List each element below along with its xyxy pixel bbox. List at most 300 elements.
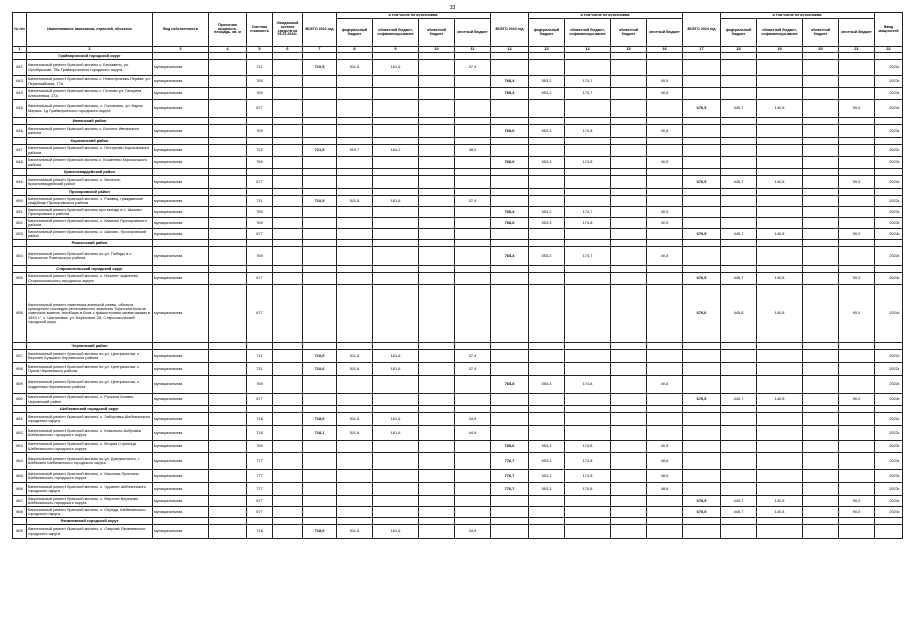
federal-2022: 511,5	[337, 60, 373, 76]
regional-2022	[419, 441, 455, 453]
federal-2024	[721, 525, 757, 539]
estimate-cost: 722	[247, 145, 273, 157]
cofin-2023	[565, 285, 611, 343]
cofin-2022: 164,2	[373, 145, 419, 157]
total-2023: 768,6	[491, 441, 529, 453]
empty-cell	[757, 53, 803, 60]
column-number: 2	[27, 47, 153, 53]
cofin-2024: 140,8	[757, 394, 803, 406]
remaining-cell	[273, 76, 303, 88]
empty-cell	[455, 189, 491, 196]
commission-year	[875, 525, 903, 539]
total-2023	[491, 350, 529, 363]
commission-year: 2022г.	[875, 196, 903, 207]
capacity-cell	[209, 394, 247, 406]
row-number: 650	[13, 196, 27, 207]
total-2022: 721,9	[303, 145, 337, 157]
capacity-cell	[209, 441, 247, 453]
empty-cell	[419, 406, 455, 413]
remaining-cell	[273, 60, 303, 76]
federal-2024	[721, 76, 757, 88]
local-2024: 90,0	[839, 496, 875, 507]
cofin-2024: 140,8	[757, 176, 803, 189]
federal-2024	[721, 453, 757, 470]
remaining-cell	[273, 218, 303, 229]
regional-2024	[803, 496, 839, 507]
cofin-2024	[757, 441, 803, 453]
federal-2024	[721, 413, 757, 426]
federal-2024	[721, 88, 757, 100]
federal-2023: 553,3	[529, 218, 565, 229]
cofin-2023	[565, 176, 611, 189]
empty-cell	[647, 118, 683, 125]
row-number: 664	[13, 453, 27, 470]
local-2024	[839, 483, 875, 496]
local-2022: 44,9	[455, 525, 491, 539]
local-2022: 37,4	[455, 196, 491, 207]
local-2022	[455, 125, 491, 138]
row-number: 651	[13, 207, 27, 218]
table-row	[13, 207, 903, 218]
empty-cell	[373, 189, 419, 196]
empty-cell	[303, 118, 337, 125]
row-number: 647	[13, 145, 27, 157]
local-2024	[839, 218, 875, 229]
local-2022	[455, 441, 491, 453]
section-title: Корочанский район	[27, 138, 153, 145]
commission-year: 2022г.	[875, 363, 903, 376]
empty-cell	[419, 343, 455, 350]
empty-cell	[247, 169, 273, 176]
federal-2022	[337, 453, 373, 470]
total-2024	[683, 470, 721, 483]
regional-2024	[803, 196, 839, 207]
estimate-cost: 777	[247, 453, 273, 470]
regional-2022	[419, 88, 455, 100]
column-number: 14	[565, 47, 611, 53]
empty-cell	[839, 518, 875, 525]
empty-cell	[529, 240, 565, 247]
federal-2022	[337, 125, 373, 138]
local-2022	[455, 376, 491, 394]
federal-2024	[721, 363, 757, 376]
row-number: 645	[13, 100, 27, 118]
commission-year: 2024г.	[875, 273, 903, 285]
total-2023: 768,4	[491, 88, 529, 100]
regional-2024	[803, 376, 839, 394]
empty-cell	[721, 118, 757, 125]
object-name: Капитальный ремонт братской могилы, с. Чураево Шебекинского городского округа	[27, 483, 153, 496]
local-2023	[647, 426, 683, 441]
estimate-cost: 769	[247, 441, 273, 453]
total-2022	[303, 496, 337, 507]
row-number: 654	[13, 247, 27, 266]
empty-cell	[303, 138, 337, 145]
table-row	[13, 413, 903, 426]
regional-2022	[419, 483, 455, 496]
cofin-2024	[757, 247, 803, 266]
empty-cell	[337, 518, 373, 525]
federal-2023: 553,2	[529, 247, 565, 266]
total-2022	[303, 100, 337, 118]
regional-2024	[803, 218, 839, 229]
empty-cell	[565, 406, 611, 413]
empty-cell	[839, 169, 875, 176]
local-2023	[647, 525, 683, 539]
federal-2024	[721, 426, 757, 441]
regional-2022	[419, 273, 455, 285]
empty-cell	[209, 518, 247, 525]
object-name: Капитальный ремонт братской могилы, с. Середа, Шебекинского городского округа	[27, 507, 153, 518]
cofin-2023: 174,7	[565, 247, 611, 266]
federal-2023	[529, 273, 565, 285]
federal-2024	[721, 350, 757, 363]
ownership-type: муниципальная	[153, 176, 209, 189]
empty-cell	[803, 53, 839, 60]
regional-2022	[419, 247, 455, 266]
empty-cell	[839, 343, 875, 350]
regional-2024	[803, 157, 839, 169]
empty-cell	[647, 169, 683, 176]
empty-cell	[13, 53, 27, 60]
regional-2024	[803, 453, 839, 470]
empty-cell	[273, 518, 303, 525]
row-number: 648	[13, 157, 27, 169]
empty-cell	[757, 343, 803, 350]
local-2023	[647, 285, 683, 343]
remaining-cell	[273, 125, 303, 138]
estimate-cost: 769	[247, 157, 273, 169]
estimate-cost: 711	[247, 350, 273, 363]
remaining-cell	[273, 229, 303, 240]
empty-cell	[611, 118, 647, 125]
total-2022	[303, 273, 337, 285]
ownership-type: муниципальная	[153, 196, 209, 207]
regional-2023	[611, 100, 647, 118]
federal-2022	[337, 507, 373, 518]
empty-cell	[875, 240, 903, 247]
federal-2022: 511,6	[337, 363, 373, 376]
ownership-type: муниципальная	[153, 394, 209, 406]
commission-year: 2024г.	[875, 507, 903, 518]
regional-2023	[611, 176, 647, 189]
section-title: Ивнянский район	[27, 118, 153, 125]
table-row	[13, 483, 903, 496]
local-2022	[455, 273, 491, 285]
regional-2024	[803, 426, 839, 441]
cofin-2022	[373, 76, 419, 88]
total-2023	[491, 507, 529, 518]
empty-cell	[839, 53, 875, 60]
empty-cell	[491, 266, 529, 273]
row-number: 658	[13, 363, 27, 376]
table-row	[13, 247, 903, 266]
regional-2023	[611, 218, 647, 229]
empty-cell	[455, 138, 491, 145]
empty-cell	[303, 343, 337, 350]
remaining-cell	[273, 247, 303, 266]
empty-cell	[803, 169, 839, 176]
capacity-cell	[209, 525, 247, 539]
object-name: Капитальный ремонт братской могилы, с. Маслова Пристань Шебекинского городского округа	[27, 470, 153, 483]
remaining-cell	[273, 376, 303, 394]
empty-cell	[839, 138, 875, 145]
local-2024	[839, 76, 875, 88]
federal-2024	[721, 218, 757, 229]
empty-cell	[373, 138, 419, 145]
federal-2023	[529, 350, 565, 363]
cofin-2024	[757, 483, 803, 496]
commission-year: 2022г.	[875, 413, 903, 426]
total-2024: 676,6	[683, 285, 721, 343]
empty-cell	[611, 189, 647, 196]
empty-cell	[491, 240, 529, 247]
cofin-2022	[373, 376, 419, 394]
empty-cell	[419, 518, 455, 525]
regional-2024	[803, 125, 839, 138]
capacity-cell	[209, 350, 247, 363]
regional-2023	[611, 376, 647, 394]
empty-cell	[303, 169, 337, 176]
regional-2023	[611, 157, 647, 169]
empty-cell	[455, 518, 491, 525]
total-2023	[491, 196, 529, 207]
total-2024: 676,5	[683, 176, 721, 189]
cofin-2022: 161,6	[373, 60, 419, 76]
local-2022	[455, 453, 491, 470]
section-title: Чернянский район	[27, 343, 153, 350]
header-cofin: областной бюджет, софинансиро-вание	[373, 19, 419, 47]
empty-cell	[683, 518, 721, 525]
column-number: 11	[455, 47, 491, 53]
total-2023: 776,7	[491, 470, 529, 483]
cofin-2024	[757, 76, 803, 88]
regional-2024	[803, 176, 839, 189]
empty-cell	[273, 343, 303, 350]
empty-cell	[419, 138, 455, 145]
total-2022	[303, 76, 337, 88]
object-name: Капитальный ремонт братской могилы, с. Верхнее Березово, Шебекинского городского округа	[27, 496, 153, 507]
cofin-2024	[757, 157, 803, 169]
cofin-2022	[373, 507, 419, 518]
capacity-cell	[209, 207, 247, 218]
empty-cell	[373, 518, 419, 525]
empty-cell	[803, 406, 839, 413]
capacity-cell	[209, 218, 247, 229]
ownership-type: муниципальная	[153, 76, 209, 88]
ownership-type: муниципальная	[153, 207, 209, 218]
local-2024: 90,0	[839, 507, 875, 518]
local-2024	[839, 196, 875, 207]
regional-2024	[803, 350, 839, 363]
local-2022: 37,4	[455, 60, 491, 76]
federal-2022	[337, 88, 373, 100]
local-2023	[647, 350, 683, 363]
section-row	[13, 343, 903, 350]
cofin-2024	[757, 363, 803, 376]
empty-cell	[529, 343, 565, 350]
object-name: Капитальный ремонт братской могилы, с. Зиборовка Шебекинского городского округа	[27, 413, 153, 426]
section-row	[13, 169, 903, 176]
regional-2024	[803, 229, 839, 240]
empty-cell	[247, 343, 273, 350]
remaining-cell	[273, 470, 303, 483]
row-number: 662	[13, 426, 27, 441]
object-name: Капитальный ремонт братской могилы, с. Ржавец, гражданское кладбище Прохоровского района	[27, 196, 153, 207]
row-number: 644	[13, 88, 27, 100]
cofin-2023	[565, 60, 611, 76]
total-2022: 718,0	[303, 525, 337, 539]
empty-cell	[565, 138, 611, 145]
regional-2023	[611, 363, 647, 376]
local-2024	[839, 350, 875, 363]
total-2024: 676,5	[683, 229, 721, 240]
local-2023	[647, 229, 683, 240]
empty-cell	[209, 406, 247, 413]
regional-2024	[803, 207, 839, 218]
cofin-2024	[757, 426, 803, 441]
empty-cell	[721, 343, 757, 350]
capacity-cell	[209, 125, 247, 138]
empty-cell	[13, 118, 27, 125]
regional-2024	[803, 525, 839, 539]
empty-cell	[757, 406, 803, 413]
federal-2024	[721, 125, 757, 138]
estimate-cost: 769	[247, 247, 273, 266]
empty-cell	[13, 169, 27, 176]
federal-2023: 553,3	[529, 470, 565, 483]
local-2023	[647, 145, 683, 157]
empty-cell	[455, 53, 491, 60]
column-number: 21	[839, 47, 875, 53]
row-number: 661	[13, 413, 27, 426]
empty-cell	[153, 240, 209, 247]
empty-cell	[13, 240, 27, 247]
cofin-2022: 161,6	[373, 350, 419, 363]
empty-cell	[803, 343, 839, 350]
federal-2023: 553,3	[529, 157, 565, 169]
local-2023	[647, 273, 683, 285]
empty-cell	[337, 138, 373, 145]
total-2024	[683, 525, 721, 539]
empty-cell	[273, 138, 303, 145]
row-number: 659	[13, 376, 27, 394]
local-2024	[839, 413, 875, 426]
empty-cell	[875, 266, 903, 273]
local-2022	[455, 483, 491, 496]
estimate-cost: 718	[247, 413, 273, 426]
regional-2022	[419, 145, 455, 157]
empty-cell	[875, 343, 903, 350]
cofin-2024	[757, 125, 803, 138]
empty-cell	[337, 118, 373, 125]
empty-cell	[419, 266, 455, 273]
empty-cell	[13, 138, 27, 145]
capacity-cell	[209, 60, 247, 76]
regional-2024	[803, 100, 839, 118]
empty-cell	[247, 138, 273, 145]
regional-2022	[419, 496, 455, 507]
federal-2022	[337, 470, 373, 483]
total-2024	[683, 247, 721, 266]
estimate-cost: 711	[247, 60, 273, 76]
capacity-cell	[209, 229, 247, 240]
cofin-2024	[757, 145, 803, 157]
empty-cell	[611, 169, 647, 176]
total-2024	[683, 453, 721, 470]
ownership-type: муниципальная	[153, 507, 209, 518]
header-estimate: Сметная стоимость	[247, 13, 273, 47]
cofin-2023: 174,8	[565, 483, 611, 496]
estimate-cost: 777	[247, 483, 273, 496]
total-2024	[683, 196, 721, 207]
cofin-2022	[373, 483, 419, 496]
empty-cell	[683, 406, 721, 413]
federal-2023	[529, 525, 565, 539]
federal-2024: 445,8	[721, 285, 757, 343]
capacity-cell	[209, 273, 247, 285]
federal-2024: 445,7	[721, 507, 757, 518]
local-2024	[839, 363, 875, 376]
regional-2024	[803, 88, 839, 100]
regional-2022	[419, 507, 455, 518]
header-ownership: Вид собственности	[153, 13, 209, 47]
empty-cell	[209, 343, 247, 350]
empty-cell	[529, 518, 565, 525]
section-title: Прохоровский район	[27, 189, 153, 196]
ownership-type: муниципальная	[153, 247, 209, 266]
regional-2023	[611, 496, 647, 507]
regional-2022	[419, 76, 455, 88]
empty-cell	[419, 53, 455, 60]
row-number: 642	[13, 60, 27, 76]
empty-cell	[373, 266, 419, 273]
local-2023: 40,5	[647, 218, 683, 229]
empty-cell	[153, 53, 209, 60]
local-2024: 90,0	[839, 229, 875, 240]
regional-2024	[803, 483, 839, 496]
local-2024	[839, 60, 875, 76]
regional-2023	[611, 207, 647, 218]
capacity-cell	[209, 176, 247, 189]
cofin-2022	[373, 273, 419, 285]
ownership-type: муниципальная	[153, 376, 209, 394]
cofin-2022: 161,6	[373, 413, 419, 426]
total-2022: 710,5	[303, 60, 337, 76]
empty-cell	[529, 118, 565, 125]
empty-cell	[153, 406, 209, 413]
local-2024: 90,0	[839, 100, 875, 118]
local-2022	[455, 394, 491, 406]
cofin-2022	[373, 100, 419, 118]
federal-2024	[721, 247, 757, 266]
local-2022: 38,0	[455, 145, 491, 157]
total-2024: 676,5	[683, 394, 721, 406]
capacity-cell	[209, 483, 247, 496]
empty-cell	[721, 240, 757, 247]
commission-year: 2023г.	[875, 441, 903, 453]
total-2022	[303, 247, 337, 266]
commission-year: 2023г.	[875, 247, 903, 266]
empty-cell	[529, 138, 565, 145]
federal-2024: 445,7	[721, 229, 757, 240]
total-2023	[491, 285, 529, 343]
regional-2024	[803, 394, 839, 406]
local-2023: 40,5	[647, 76, 683, 88]
federal-2024	[721, 441, 757, 453]
empty-cell	[491, 118, 529, 125]
total-2022	[303, 218, 337, 229]
